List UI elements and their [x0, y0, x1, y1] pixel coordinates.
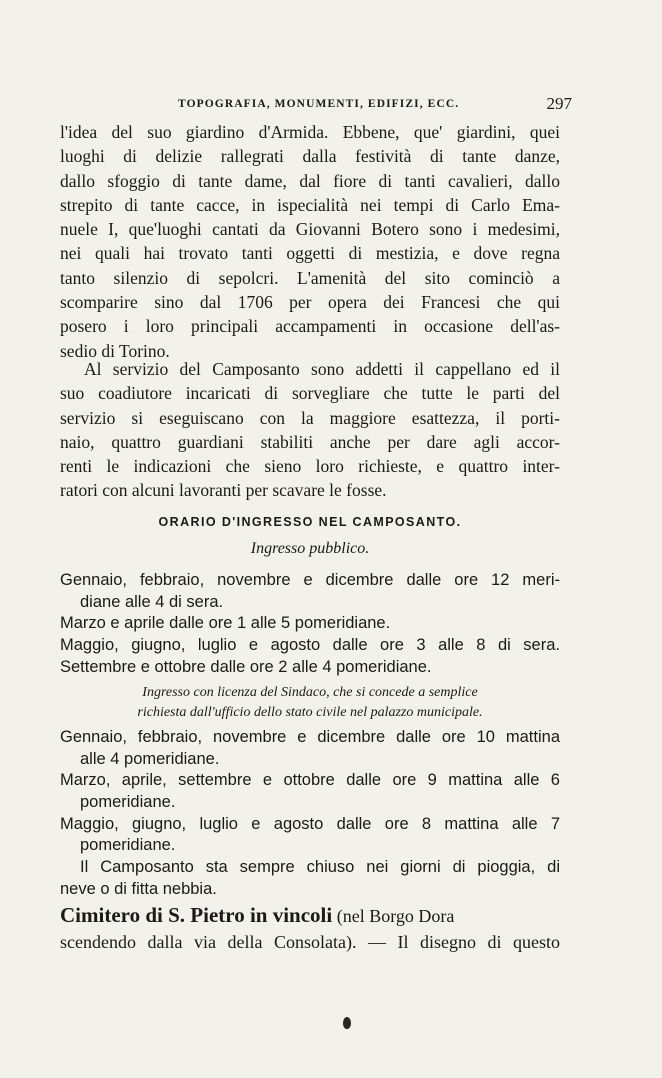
text-line: tanto silenzio di sepolcri. L'amenità del sito cominciò a — [60, 267, 560, 288]
section-title: ORARIO D'INGRESSO NEL CAMPOSANTO. — [158, 515, 462, 529]
schedule-line: Gennaio, febbraio, novembre e dicembre dalle ore 12 meri- — [60, 571, 560, 589]
cimitero-heading-line — [60, 902, 560, 929]
schedule-line: pomeridiane. — [80, 793, 176, 812]
ink-mark — [343, 1017, 351, 1029]
page-number: 297 — [546, 94, 572, 113]
schedule-line: Maggio, giugno, luglio e agosto dalle ore 8 mattina alle 7 — [60, 814, 560, 833]
cimitero-name: Cimitero di S. Pietro in vincoli — [60, 903, 333, 927]
schedule-line: Marzo e aprile dalle ore 1 alle 5 pomeridiane. — [60, 614, 391, 633]
text-line: nuele I, que'luoghi cantati da Giovanni Botero sono i medesimi, — [60, 219, 560, 240]
text-line: luoghi di delizie rallegrati dalla festività di tante danze, — [60, 146, 560, 167]
text-line: renti le indicazioni che sieno loro richieste, e quattro inter- — [60, 456, 560, 477]
public-schedule — [60, 570, 560, 678]
schedule-line: diane alle 4 di sera. — [80, 592, 224, 611]
section-subtitle: Ingresso pubblico. — [250, 540, 370, 557]
licensed-schedule — [60, 727, 560, 901]
page-header — [60, 96, 572, 116]
schedule-line: pomeridiane. — [80, 836, 176, 855]
running-head: TOPOGRAFIA, MONUMENTI, EDIFIZI, ECC. — [178, 98, 460, 110]
text-line: scomparire sino dal 1706 per opera dei Francesi che qui — [60, 292, 560, 313]
text-line: strepito di tante cacce, in ispecialità nei tempi di Carlo Ema- — [60, 194, 560, 215]
schedule-line: alle 4 pomeridiane. — [80, 749, 220, 768]
schedule-line: neve o di fitta nebbia. — [60, 879, 217, 898]
text-line: suo coadiutore incaricati di sorvegliare che tutte le parti del — [60, 383, 560, 404]
schedule-line: Il Camposanto sta sempre chiuso nei giorni di pioggia, di — [80, 858, 560, 877]
schedule-line: Settembre e ottobre dalle ore 2 alle 4 pomeridiane. — [60, 657, 432, 676]
text-line: l'idea del suo giardino d'Armida. Ebbene, que' giardini, quei — [60, 122, 560, 142]
cimitero-location: (nel Borgo Dora — [332, 906, 455, 926]
text-line: naio, quattro guardiani stabiliti anche per dare agli accor- — [60, 431, 560, 452]
text-line: scendendo dalla via della Consolata). — Il disegno di questo — [60, 932, 560, 952]
schedule-line: Gennaio, febbraio, novembre e dicembre dalle ore 10 mattina — [60, 728, 560, 746]
paragraph-2 — [60, 357, 560, 503]
text-line: nei quali hai trovato tanti oggetti di mestizia, e dove regna — [60, 243, 560, 264]
paragraph-1 — [60, 120, 560, 363]
text-line: dallo sfoggio di tante dame, dal fiore di tanti cavalieri, dallo — [60, 170, 560, 191]
text-line: Al servizio del Camposanto sono addetti il cappellano ed il — [84, 359, 560, 379]
text-line: sedio di Torino. — [60, 340, 170, 361]
licensed-entry-note — [60, 683, 560, 723]
cimitero-entry — [60, 902, 560, 956]
note-line: richiesta dall'ufficio dello stato civile nel palazzo municipale. — [137, 705, 483, 720]
text-line: posero i loro principali accampamenti in occasione dell'as- — [60, 316, 560, 337]
text-line: ratori con alcuni lavoranti per scavare le fosse. — [60, 480, 387, 501]
note-line: Ingresso con licenza del Sindaco, che si concede a semplice — [142, 685, 478, 700]
schedule-line: Marzo, aprile, settembre e ottobre dalle ore 9 mattina alle 6 — [60, 771, 560, 790]
schedule-line: Maggio, giugno, luglio e agosto dalle ore 3 alle 8 di sera. — [60, 636, 560, 655]
text-line: servizio si eseguiscano con la maggiore esattezza, il porti- — [60, 407, 560, 428]
